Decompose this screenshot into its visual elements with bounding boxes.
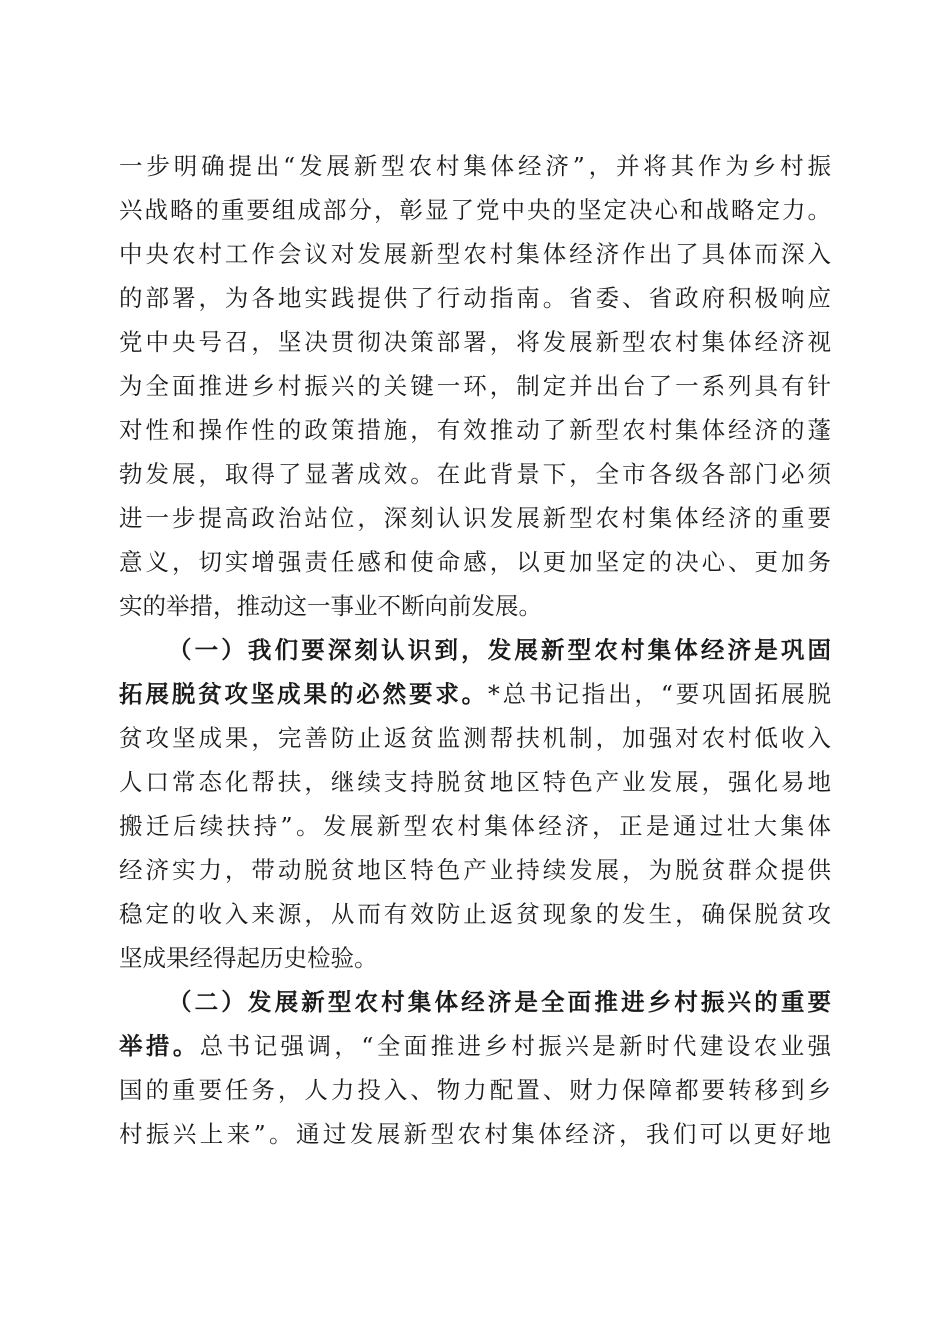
section-heading-1: （一）我们要深刻认识到，发展新型农村集体经济是巩固 — [168, 636, 831, 664]
text-line: 中央农村工作会议对发展新型农村集体经济作出了具体而深入 — [119, 240, 831, 268]
text-line: 贫攻坚成果，完善防止返贫监测帮扶机制，加强对农村低收入 — [119, 724, 831, 752]
text-line: 党中央号召，坚决贯彻决策部署，将发展新型农村集体经济视 — [119, 328, 831, 356]
text-line: 搬迁后续扶持”。发展新型农村集体经济，正是通过壮大集体 — [119, 812, 831, 840]
text-line: 意义，切实增强责任感和使命感，以更加坚定的决心、更加务 — [119, 548, 831, 576]
text-line: 经济实力，带动脱贫地区特色产业持续发展，为脱贫群众提供 — [119, 856, 831, 884]
section-heading-2: （二）发展新型农村集体经济是全面推进乡村振兴的重要 — [168, 988, 831, 1016]
text-line: 实的举措，推动这一事业不断向前发展。 — [119, 592, 542, 620]
text-line: 举措。总书记强调，“全面推进乡村振兴是新时代建设农业强 — [119, 1032, 832, 1060]
text-line: 为全面推进乡村振兴的关键一环，制定并出台了一系列具有针 — [119, 372, 831, 400]
text-line: 人口常态化帮扶，继续支持脱贫地区特色产业发展，强化易地 — [119, 768, 831, 796]
text-line: 一步明确提出“发展新型农村集体经济”，并将其作为乡村振 — [119, 152, 831, 180]
text-line: 勃发展，取得了显著成效。在此背景下，全市各级各部门必须 — [119, 460, 831, 488]
text-line: 兴战略的重要组成部分，彰显了党中央的坚定决心和战略定力。 — [119, 196, 831, 224]
text-line: 坚成果经得起历史检验。 — [119, 944, 378, 972]
text-line: 的部署，为各地实践提供了行动指南。省委、省政府积极响应 — [119, 284, 831, 312]
text-line: 拓展脱贫攻坚成果的必然要求。*总书记指出，“要巩固拓展脱 — [119, 680, 831, 708]
text-line: 稳定的收入来源，从而有效防止返贫现象的发生，确保脱贫攻 — [119, 900, 831, 928]
text-line: 进一步提高政治站位，深刻认识发展新型农村集体经济的重要 — [119, 504, 831, 532]
text-line: 对性和操作性的政策措施，有效推动了新型农村集体经济的蓬 — [119, 416, 831, 444]
text-line: 国的重要任务，人力投入、物力配置、财力保障都要转移到乡 — [119, 1076, 831, 1104]
text-line: 村振兴上来”。通过发展新型农村集体经济，我们可以更好地 — [119, 1120, 831, 1148]
